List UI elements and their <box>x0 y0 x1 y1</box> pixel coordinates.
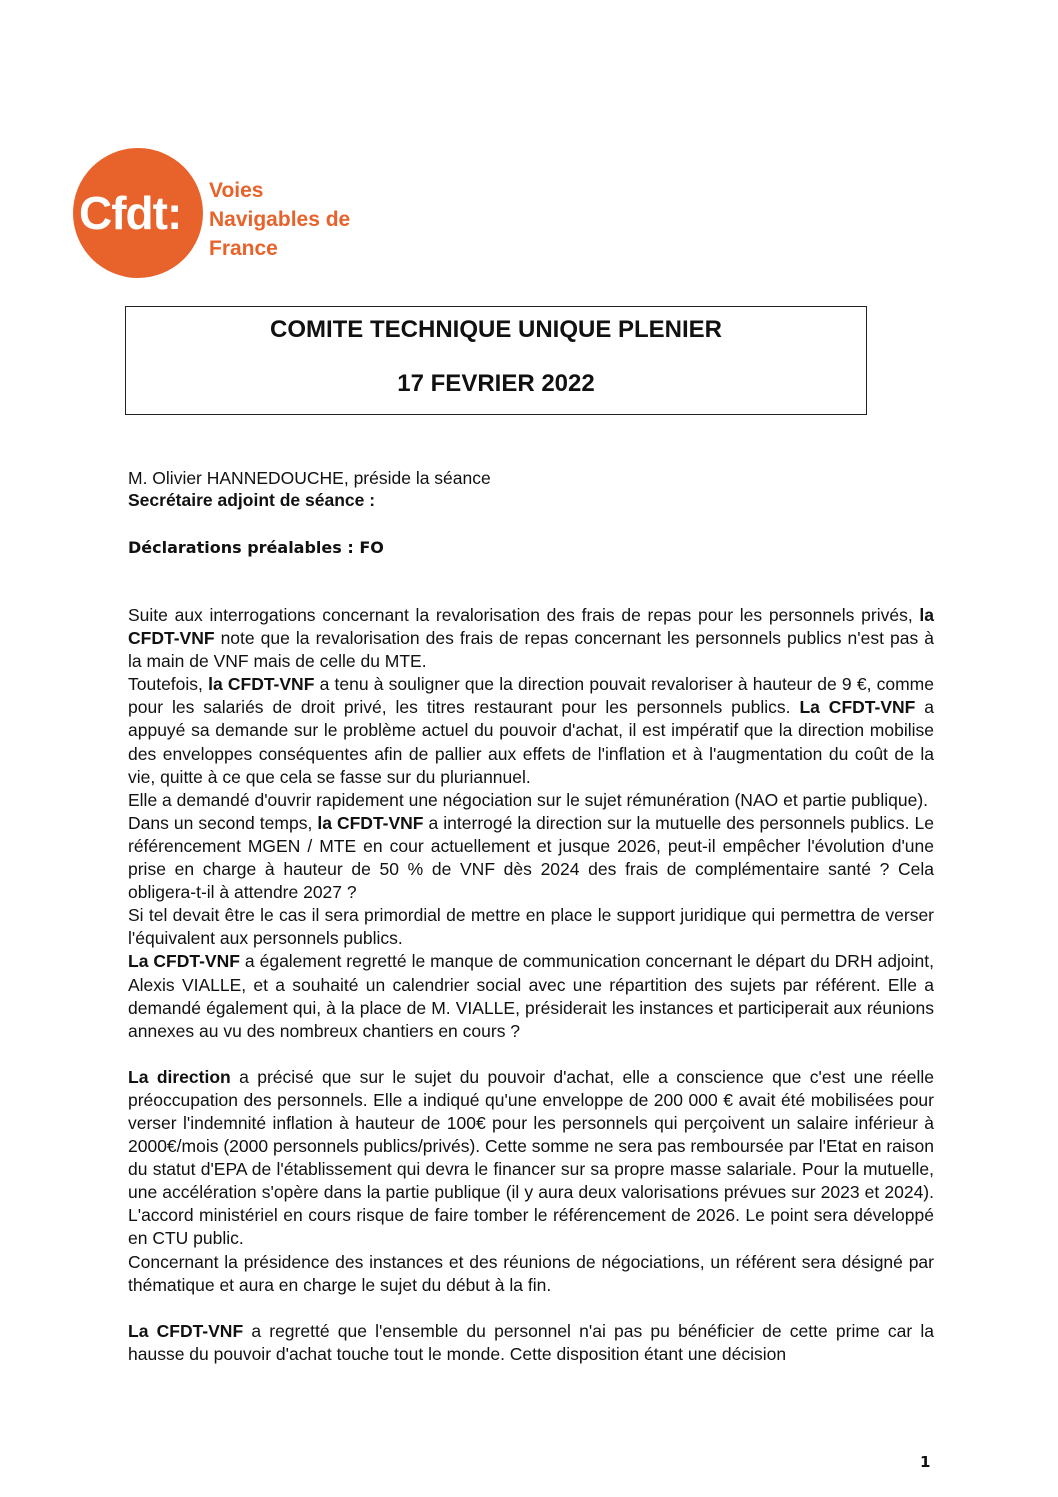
text-run: a regretté que l'ensemble du personnel n'ai pas pu bénéficier de cette prime car la hausse du pouvoir d'achat touche tout le monde. Cette disposition étant une décision <box>128 1320 934 1364</box>
body-paragraph <box>128 789 934 812</box>
text-run: Elle a demandé d'ouvrir rapidement une négociation sur le sujet rémunération (NAO et partie publique). <box>128 789 929 810</box>
body-paragraph <box>128 673 934 788</box>
logo-mark: Cfdt: <box>79 187 182 239</box>
bold-run: La CFDT-VNF <box>799 697 916 718</box>
secretary-line: Secrétaire adjoint de séance : <box>128 490 376 510</box>
logo-org-line: Navigables de <box>209 208 351 231</box>
paragraph-gap <box>128 1043 934 1066</box>
bold-run: La CFDT-VNF <box>128 951 240 972</box>
body-paragraph <box>128 812 934 904</box>
text-run: Dans un second temps, <box>128 812 318 833</box>
bold-run: la CFDT-VNF <box>128 605 934 649</box>
document-body <box>128 604 934 1366</box>
text-run: Concernant la présidence des instances et des réunions de négociations, un référent sera désigné par thématique et aura en charge le sujet du début à la fin. <box>128 1251 934 1295</box>
text-run: a appuyé sa demande sur le problème actuel du pouvoir d'achat, il est impératif que la direction mobilise des enveloppes conséquentes afin de pallier aux effets de l'inflation et à l'augmentation du coût de la vie, quitte à ce que cela se fasse sur du pluriannuel. <box>128 697 934 787</box>
document-date: 17 FEVRIER 2022 <box>397 370 595 397</box>
text-run: a tenu à souligner que la direction pouvait revaloriser à hauteur de 9 €, comme pour les salariés de droit privé, les titres restaurant pour les personnels publics. <box>128 674 934 718</box>
body-paragraph <box>128 1320 934 1366</box>
bold-run: La direction <box>128 1066 231 1087</box>
body-paragraph <box>128 604 934 673</box>
page-number: 1 <box>920 1453 931 1471</box>
cfdt-logo <box>73 148 373 278</box>
text-run: Toutefois, <box>128 674 209 695</box>
title-box <box>125 306 867 415</box>
president-line: M. Olivier HANNEDOUCHE, préside la séance <box>128 468 491 488</box>
body-paragraph <box>128 950 934 1042</box>
body-paragraph <box>128 904 934 950</box>
bold-run: la CFDT-VNF <box>208 674 315 695</box>
text-run: a interrogé la direction sur la mutuelle des personnels publics. Le référencement MGEN / MTE en cour actuellement et jusque 2026, peut-il empêcher l'évolution d'une prise en charge à hauteur de 50 % de VNF dès 2024 des frais de complémentaire santé ? Cela obligera-t-il à attendre 2027 ? <box>128 812 934 903</box>
body-paragraph <box>128 1251 934 1297</box>
text-run: a également regretté le manque de communication concernant le départ du DRH adjoint, Alexis VIALLE, et a souhaité un calendrier social avec une répartition des sujets par référent. Elle a demandé également qui, à la place de M. VIALLE, présiderait les instances et participerait aux réunions annexes au vu des nombreux chantiers en cours ? <box>128 951 934 1041</box>
text-run: note que la revalorisation des frais de repas concernant les personnels publics n'est pas à la main de VNF mais de celle du MTE. <box>128 628 934 672</box>
body-paragraph <box>128 1066 934 1251</box>
text-run: Suite aux interrogations concernant la revalorisation des frais de repas pour les personnels privés, <box>128 605 920 625</box>
paragraph-gap <box>128 1297 934 1320</box>
declarations-heading: Déclarations préalables : FO <box>128 538 384 557</box>
bold-run: La CFDT-VNF <box>128 1320 244 1341</box>
logo-organization-name <box>209 176 350 263</box>
document-title: COMITE TECHNIQUE UNIQUE PLENIER <box>269 316 723 343</box>
logo-circle <box>73 148 203 278</box>
meeting-meta <box>128 467 491 511</box>
text-run: a précisé que sur le sujet du pouvoir d'achat, elle a conscience que c'est une réelle préoccupation des personnels. Elle a indiqué qu'une enveloppe de 200 000 € avait été mobilisées pour verser l'indemnité inflation à hauteur de 100€ pour les personnels qui perçoivent un salaire inférieur à 2000€/mois (2000 personnels publics/privés). Cette somme ne sera pas remboursée par l'Etat en raison du statut d'EPA de l'établissement qui devra le financer sur sa propre masse salariale. Pour la mutuelle, une accélération s'opère dans la partie publique (il y aura deux valorisations prévues sur 2023 et 2024). L'accord ministériel en cours risque de faire tomber le référencement de 2026. Le point sera développé en CTU public. <box>128 1066 934 1249</box>
bold-run: la CFDT-VNF <box>317 812 424 833</box>
logo-org-line: Voies <box>209 179 264 202</box>
logo-org-line: France <box>209 237 278 260</box>
text-run: Si tel devait être le cas il sera primordial de mettre en place le support juridique qui permettra de verser l'équivalent aux personnels publics. <box>128 905 934 949</box>
